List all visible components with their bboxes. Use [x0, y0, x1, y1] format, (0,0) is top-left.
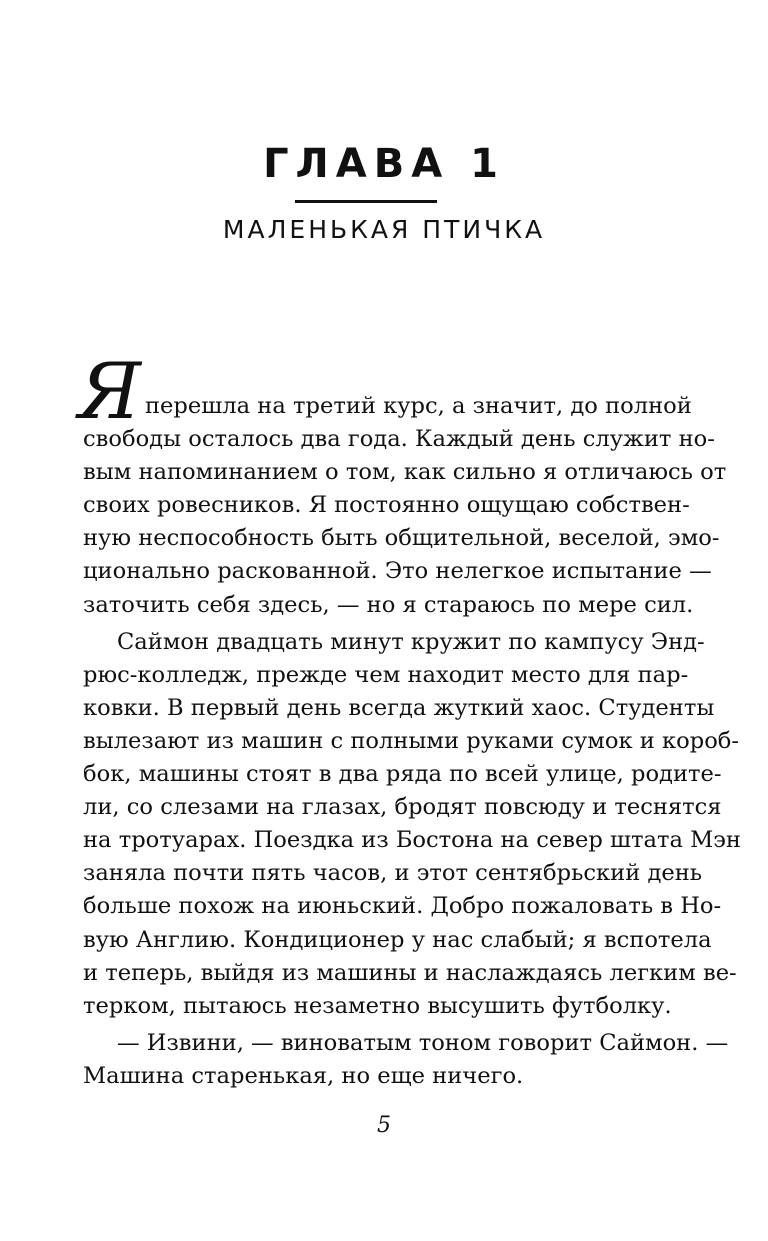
text-line: своих ровесников. Я постоянно ощущаю собствен- — [83, 492, 690, 519]
text-line: терком, пытаюсь незаметно высушить футболку. — [83, 992, 672, 1019]
body-text — [83, 390, 741, 1093]
text-line: ли, со слезами на глазах, бродят повсюду и теснятся — [83, 794, 722, 821]
text-line: больше похож на июньский. Добро пожаловать в Но- — [83, 893, 722, 920]
text-line: на тротуарах. Поездка из Бостона на север штата Мэн — [83, 827, 741, 854]
text-line: перешла на третий курс, а значит, до полной — [145, 393, 692, 419]
text-line: свободы осталось два года. Каждый день служит но- — [83, 426, 715, 453]
text-line: вым напоминанием о том, как сильно я отличаюсь от — [83, 459, 727, 486]
text-line: ционально раскованной. Это нелегкое испытание — — [83, 558, 712, 585]
text-line: и теперь, выйдя из машины и наслаждаясь легким ве- — [83, 959, 737, 986]
text-line: ную неспособность быть общительной, веселой, эмо- — [83, 525, 720, 552]
paragraph-3 — [83, 1027, 729, 1093]
paragraph-2 — [83, 626, 741, 1023]
text-line: бок, машины стоят в два ряда по всей улице, родите- — [83, 761, 722, 788]
text-line: — Извини, — виноватым тоном говорит Саймон. — — [117, 1029, 729, 1056]
chapter-heading: ГЛАВА 1 — [263, 141, 505, 187]
page-number: 5 — [377, 1113, 391, 1138]
text-line: вылезают из машин с полными руками сумок и короб- — [83, 727, 740, 754]
paragraph-1 — [83, 390, 727, 622]
drop-cap: Я — [78, 347, 141, 437]
chapter-subtitle: МАЛЕНЬКАЯ ПТИЧКА — [222, 215, 546, 244]
chapter-heading-underline — [295, 200, 437, 203]
text-line: заняла почти пять часов, и этот сентябрьский день — [83, 860, 703, 887]
text-line: ковки. В первый день всегда жуткий хаос. Студенты — [83, 694, 715, 721]
text-line: Машина старенькая, но еще ничего. — [83, 1062, 524, 1089]
text-line: заточить себя здесь, — но я стараюсь по мере сил. — [83, 591, 694, 618]
text-line: рюс-колледж, прежде чем находит место для пар- — [83, 661, 689, 688]
text-line: Саймон двадцать минут кружит по кампусу Энд- — [117, 628, 705, 655]
text-line: вую Англию. Кондиционер у нас слабый; я вспотела — [83, 926, 712, 953]
